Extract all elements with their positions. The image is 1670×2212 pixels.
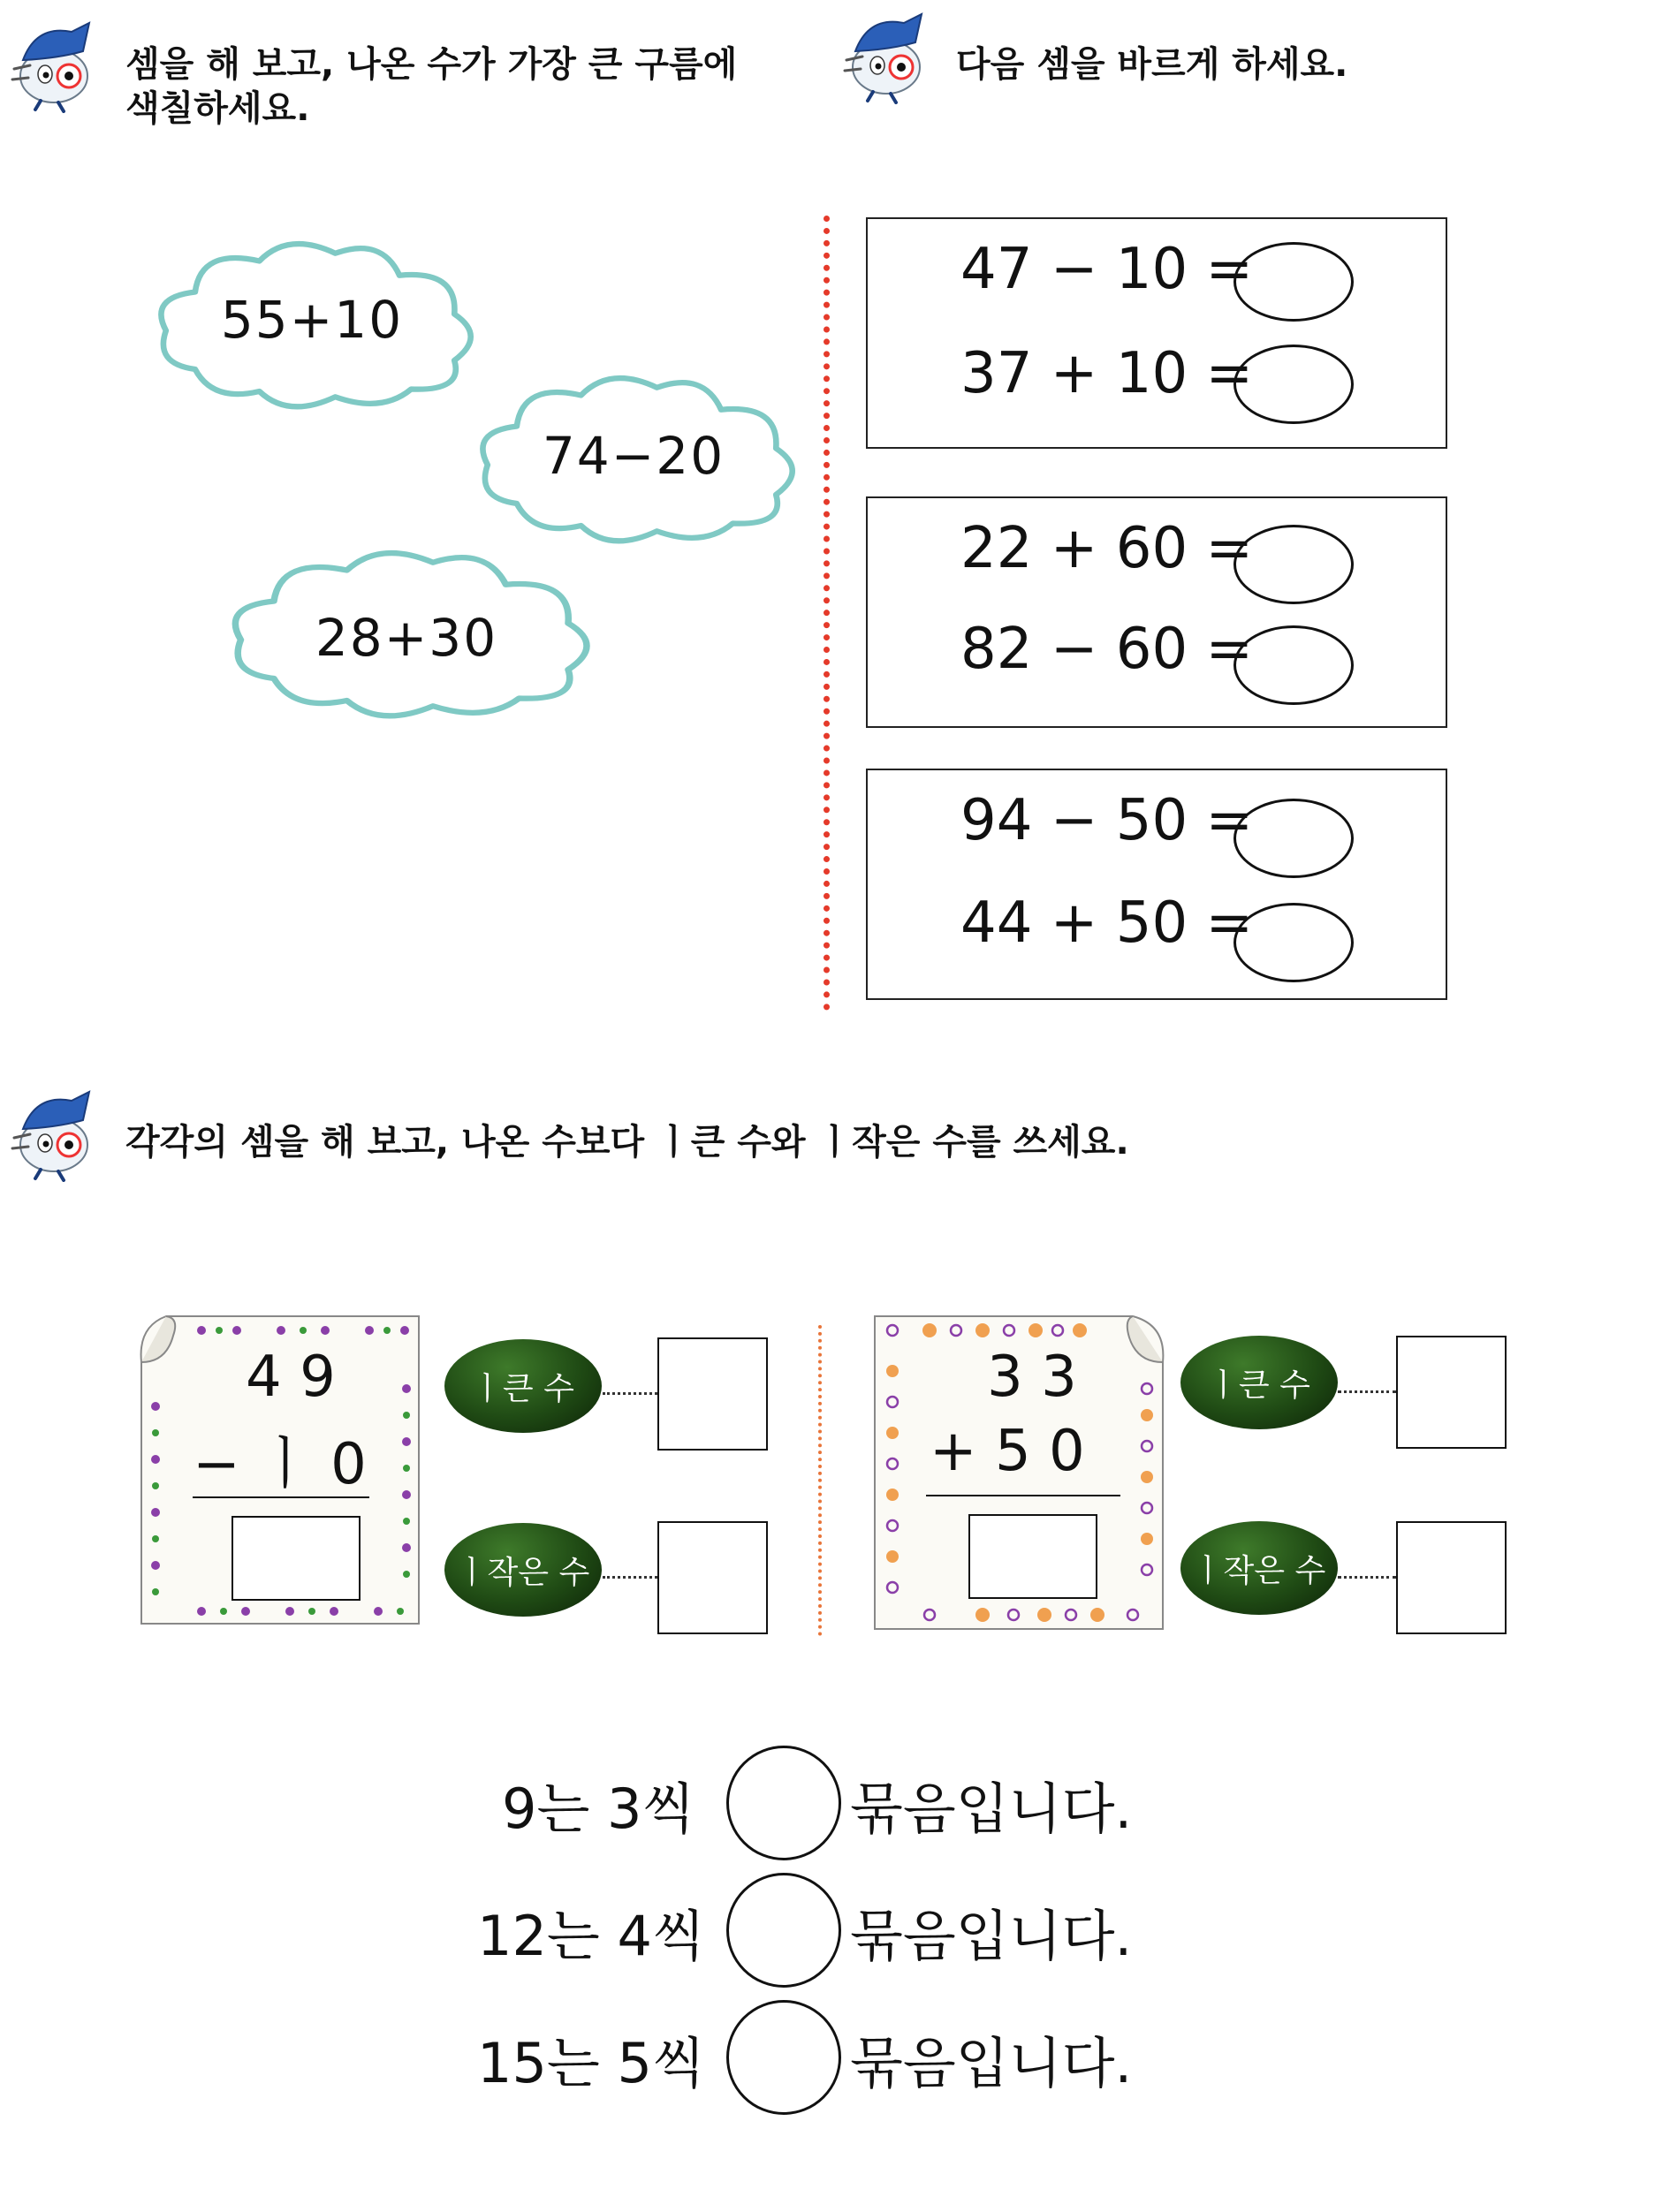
equation-row [868,873,1446,979]
bigger-answer-box[interactable] [1396,1336,1507,1449]
equation-text: 44 + 50 = [960,890,1254,956]
connector-dots [603,1576,657,1579]
answer-oval[interactable] [1234,799,1354,878]
equation-row [868,498,1446,604]
smaller-label: ㅣ작은 수 [1180,1521,1338,1615]
card-bottom-number: − ㅣ 0 [193,1432,367,1497]
section2-title: 다음 셈을 바르게 하세요. [956,44,1348,85]
section1-title-line1: 셈을 해 보고, 나온 수가 가장 큰 구름에 [125,44,738,85]
equation-text: 37 + 10 = [960,341,1254,406]
card-bottom-number: + 5 0 [930,1419,1085,1484]
card-sum-line [193,1496,369,1498]
answer-oval[interactable] [1234,242,1354,322]
cloud-3[interactable] [221,546,592,723]
card-sum-line [926,1495,1120,1496]
equation-group-3 [866,769,1447,1000]
equation-text: 82 − 60 = [960,617,1254,682]
equation-row [868,219,1446,325]
grouping-answer-circle[interactable] [726,2000,841,2115]
cloud-expression: 28+30 [315,608,498,668]
smaller-answer-box[interactable] [657,1521,768,1634]
answer-oval[interactable] [1234,345,1354,424]
equation-row [868,323,1446,429]
mascot-icon [5,16,102,113]
calc-card-2 [868,1309,1175,1636]
section1-title-line2: 색칠하세요. [125,88,310,129]
equation-text: 22 + 60 = [960,516,1254,581]
card-top-number: 3 3 [987,1345,1077,1410]
mascot-icon [5,1085,102,1182]
cloud-expression: 55+10 [220,290,404,350]
divider-vertical [818,1325,822,1636]
grouping-left-text: 12는 4씩 [477,1904,705,1968]
grouping-answer-circle[interactable] [726,1873,841,1988]
cloud-expression: 74−20 [542,426,725,486]
cloud-1[interactable] [148,237,475,413]
section3-title: 각각의 셈을 해 보고, 나온 수보다 ㅣ큰 수와 ㅣ작은 수를 쓰세요. [125,1122,1129,1163]
grouping-left-text: 9는 3씩 [502,1776,695,1841]
card-answer-box[interactable] [232,1516,361,1601]
answer-oval[interactable] [1234,625,1354,705]
bigger-answer-box[interactable] [657,1337,768,1451]
cloud-2[interactable] [470,371,797,548]
connector-dots [603,1392,657,1395]
bigger-label: ㅣ큰 수 [1180,1336,1338,1429]
grouping-right-text: 묶음입니다. [850,2031,1133,2095]
answer-oval[interactable] [1234,903,1354,982]
equation-group-2 [866,496,1447,728]
equation-group-1 [866,217,1447,449]
mascot-icon [838,7,935,104]
divider-vertical [824,216,830,1011]
smaller-answer-box[interactable] [1396,1521,1507,1634]
connector-dots [1338,1576,1396,1579]
equation-row [868,599,1446,705]
equation-text: 94 − 50 = [960,788,1254,853]
connector-dots [1338,1390,1396,1393]
grouping-left-text: 15는 5씩 [477,2031,705,2095]
calc-card-1 [131,1309,428,1631]
smaller-label: ㅣ작은 수 [444,1523,602,1617]
equation-row [868,770,1446,876]
grouping-right-text: 묶음입니다. [850,1904,1133,1968]
answer-oval[interactable] [1234,525,1354,604]
grouping-row-3 [468,2000,1158,2115]
grouping-answer-circle[interactable] [726,1746,841,1860]
grouping-right-text: 묶음입니다. [850,1776,1133,1841]
bigger-label: ㅣ큰 수 [444,1339,602,1433]
equation-text: 47 − 10 = [960,237,1254,302]
card-top-number: 4 9 [246,1345,336,1410]
grouping-row-1 [468,1746,1158,1860]
grouping-row-2 [468,1873,1158,1988]
card-answer-box[interactable] [968,1514,1097,1599]
